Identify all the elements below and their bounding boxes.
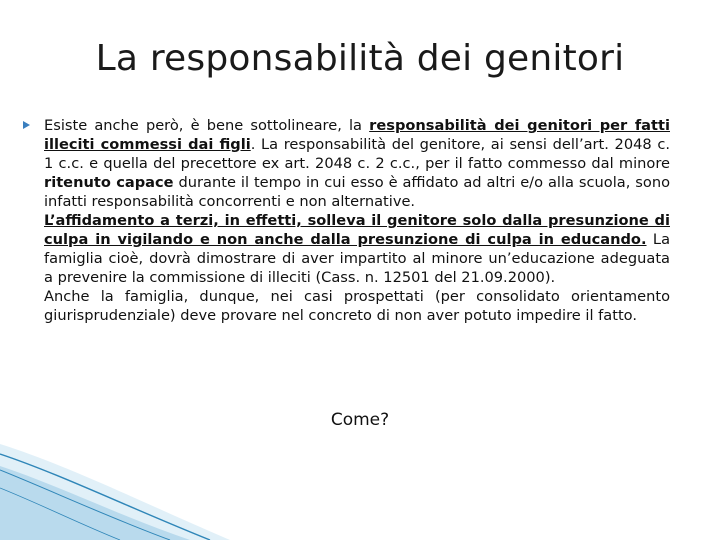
slide-title: La responsabilità dei genitori: [95, 38, 625, 79]
text-segment: responsabilità dei genitori per fatti illeciti commessi dai figli: [44, 117, 670, 153]
text-segment: L’affidamento a terzi, in effetti, solleva il genitore solo dalla presunzione di culpa in vigilando e non anche dalla presunzione di culpa in educando.: [44, 212, 670, 248]
bullet-arrow-icon: [23, 121, 30, 129]
corner-wave-decoration: [0, 436, 230, 540]
paragraph-3: [44, 287, 670, 325]
text-segment: . La responsabilità del genitore, ai sensi dell’art. 2048 c. 1 c.c. e quella del precettore ex art. 2048 c. 2 c.c., per il fatto commesso dal minore: [44, 136, 670, 172]
question-text: Come?: [330, 410, 390, 430]
text-segment: durante il tempo in cui esso è affidato ad altri e/o alla scuola, sono infatti responsabilità concorrenti e non alternative.: [44, 174, 671, 210]
slide-body: [44, 116, 670, 325]
text-segment: Anche la famiglia, dunque, nei casi prospettati (per consolidato orientamento giurisprudenziale) deve provare nel concreto di non aver potuto impedire il fatto.: [44, 288, 670, 324]
paragraph-2: [44, 211, 670, 287]
paragraph-1: [44, 116, 670, 211]
text-segment: ritenuto capace: [44, 174, 174, 191]
text-segment: Esiste anche però, è bene sottolineare, la: [44, 117, 370, 134]
text-segment: La famiglia cioè, dovrà dimostrare di aver impartito al minore un’educazione adeguata a prevenire la commissione di illeciti (Cass. n. 12501 del 21.09.2000).: [44, 231, 671, 286]
